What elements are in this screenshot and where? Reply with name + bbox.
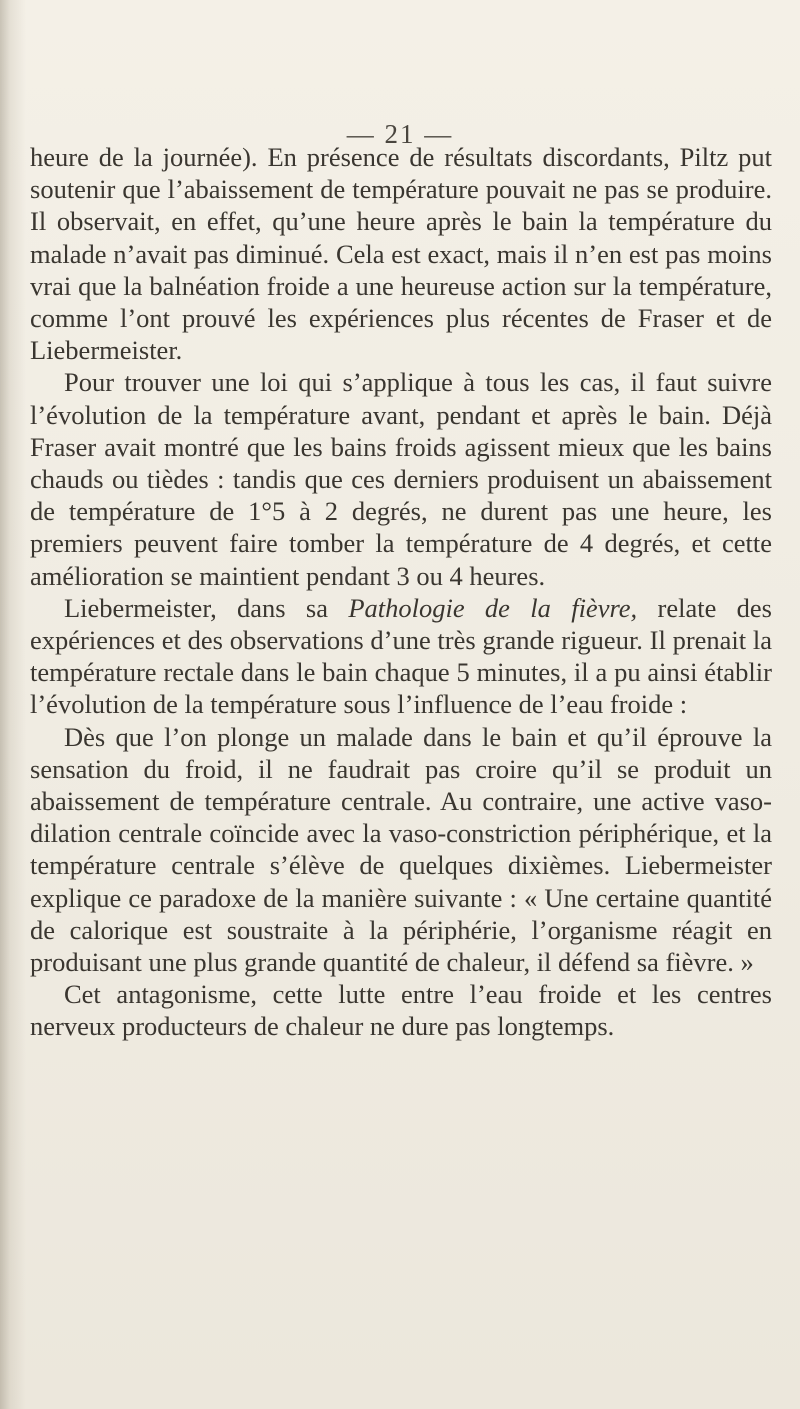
body-text	[30, 141, 772, 1043]
book-title-pathologie: Pathologie de la fièvre,	[348, 592, 638, 623]
paragraph-5: Cet antagonisme, cette lutte entre l’eau froide et les centres nerveux producteurs de chaleur ne dure pas longtemps.	[30, 979, 772, 1042]
paragraph-3	[30, 592, 772, 721]
paragraph-4: Dès que l’on plonge un malade dans le bain et qu’il éprouve la sensation du froid, il ne faudrait pas croire qu’il se produit un abaissement de température centrale. Au contraire, une active vaso-dilation centrale coïncide avec la vaso-constriction périphérique, et la température centrale s’élève de quelques dixièmes. Liebermeister explique ce paradoxe de la manière suivante : « Une certaine quantité de calorique est soustraite à la périphérie, l’organisme réagit en produisant une plus grande quantité de chaleur, il défend sa fièvre. »	[30, 721, 772, 978]
paragraph-3-lead: Liebermeister, dans sa	[64, 592, 349, 623]
paragraph-2: Pour trouver une loi qui s’applique à tous les cas, il faut suivre l’évolution de la température avant, pendant et après le bain. Déjà Fraser avait montré que les bains froids agissent mieux que les bains chauds ou tièdes : tandis que ces derniers produisent un abaissement de température de 1°5 à 2 degrés, ne durent pas une heure, les premiers peuvent faire tomber la température de 4 degrés, et cette amélioration se maintient pendant 3 ou 4 heures.	[30, 367, 772, 591]
paragraph-3-rest: relate des expériences et des observations d’une très grande rigueur. Il prenait la température rectale dans le bain chaque 5 minutes, il a pu ainsi établir l’évolution de la température sous l’influence de l’eau froide :	[30, 592, 772, 720]
paragraph-1: heure de la journée). En présence de résultats discordants, Piltz put soutenir que l’abaissement de température pouvait ne pas se produire. Il observait, en effet, qu’une heure après le bain la température du malade n’avait pas diminué. Cela est exact, mais il n’en est pas moins vrai que la balnéation froide a une heureuse action sur la température, comme l’ont prouvé les expériences plus récentes de Fraser et de Liebermeister.	[30, 142, 772, 366]
page-number: — 21 —	[346, 119, 454, 149]
